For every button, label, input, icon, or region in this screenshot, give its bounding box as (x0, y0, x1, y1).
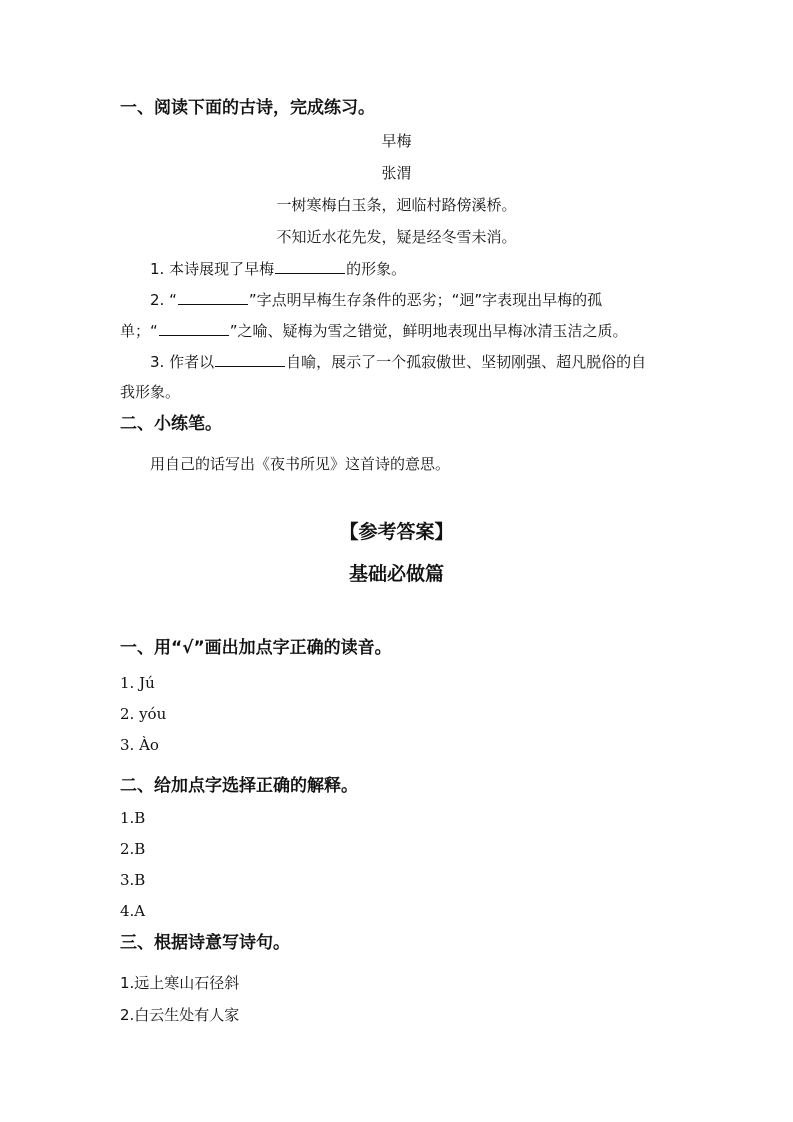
answers-part3-item: 2.白云生处有人家 (120, 1006, 240, 1024)
question-1 (150, 258, 406, 279)
question-3-text-b: 自喻，展示了一个孤寂傲世、坚韧刚强、超凡脱俗的自 (286, 353, 647, 371)
question-2-line-1 (150, 289, 602, 310)
question-3-line-1 (150, 351, 646, 372)
answer-blank-3[interactable] (159, 320, 229, 336)
section2-text: 用自己的话写出《夜书所见》这首诗的意思。 (150, 455, 451, 473)
answers-part1-item: 3. Ào (120, 736, 159, 754)
answers-part3-heading: 三、根据诗意写诗句。 (120, 933, 290, 953)
section1-heading: 一、阅读下面的古诗，完成练习。 (120, 98, 375, 118)
question-2-line-2 (120, 320, 628, 341)
answers-part3-item: 1.远上寒山石径斜 (120, 974, 240, 992)
question-3-text-a: 3. 作者以 (150, 353, 215, 371)
answer-blank-4[interactable] (215, 351, 285, 367)
question-2-text-d: ”之喻、疑梅为雪之错觉，鲜明地表现出早梅冰清玉洁之质。 (229, 322, 628, 340)
answers-part2-item: 4.A (120, 902, 146, 920)
question-1-text-a: 1. 本诗展现了早梅 (150, 260, 275, 278)
poem-author: 张渭 (381, 164, 412, 182)
poem-line-1: 一树寒梅白玉条，迥临村路傍溪桥。 (276, 196, 517, 214)
answers-part2-item: 3.B (120, 871, 146, 889)
poem-title: 早梅 (381, 132, 412, 150)
question-2-text-c: 单；“ (120, 322, 158, 340)
answers-subtitle: 基础必做篇 (348, 563, 444, 585)
answers-part1-item: 2. yóu (120, 705, 167, 723)
answers-part1-item: 1. Jú (120, 674, 155, 692)
answer-blank-2[interactable] (178, 289, 248, 305)
answer-blank-1[interactable] (275, 258, 345, 274)
question-2-text-a: 2. “ (150, 291, 177, 309)
section2-heading: 二、小练笔。 (120, 414, 222, 434)
answers-title: 【参考答案】 (339, 521, 454, 543)
answers-part2-heading: 二、给加点字选择正确的解释。 (120, 776, 358, 796)
answers-part1-heading: 一、用“√”画出加点字正确的读音。 (120, 638, 392, 658)
answers-part2-item: 1.B (120, 809, 146, 827)
question-1-text-b: 的形象。 (346, 260, 407, 278)
poem-line-2: 不知近水花先发，疑是经冬雪未消。 (276, 228, 517, 246)
question-3-line-2: 我形象。 (120, 383, 181, 401)
answers-part2-item: 2.B (120, 840, 146, 858)
question-2-text-b: ”字点明早梅生存条件的恶劣；“迥”字表现出早梅的孤 (248, 291, 603, 309)
